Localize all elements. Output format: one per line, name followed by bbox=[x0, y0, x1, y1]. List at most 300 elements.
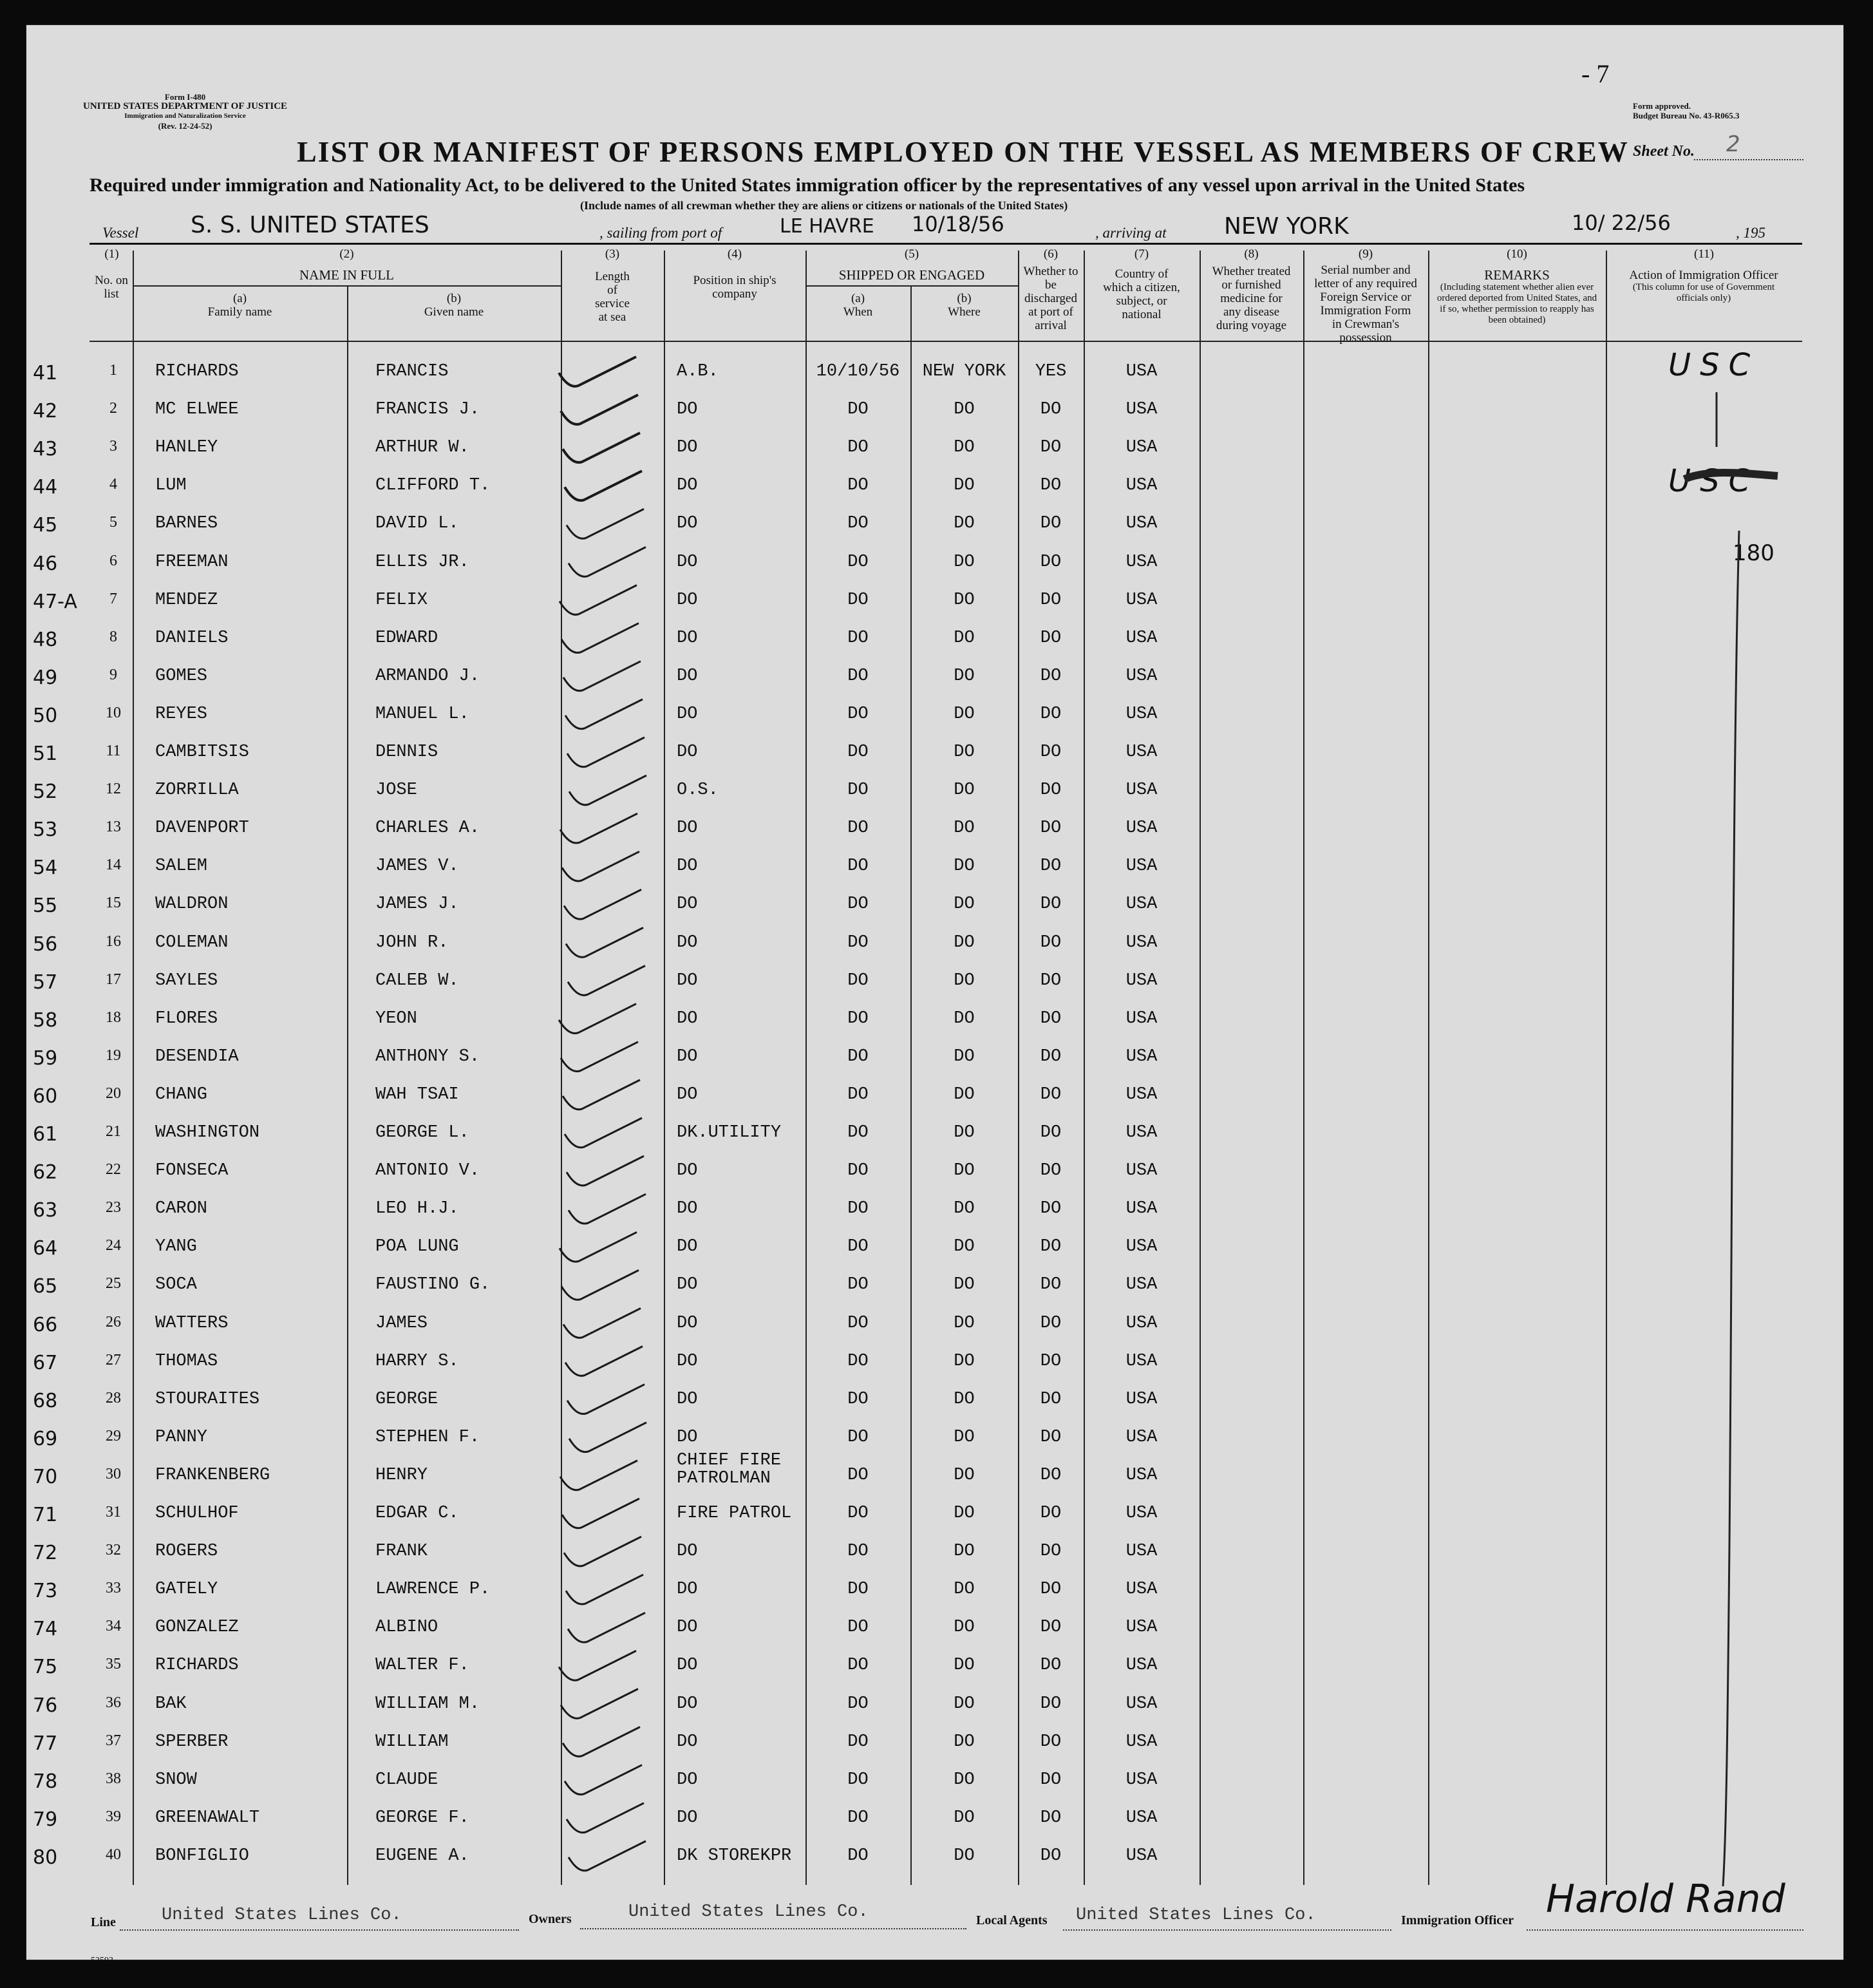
family-name: BAK bbox=[155, 1694, 187, 1714]
shipped-when: DO bbox=[847, 1275, 869, 1295]
discharged: DO bbox=[1040, 1237, 1062, 1257]
given-name: JAMES V. bbox=[375, 857, 459, 876]
given-name: WILLIAM bbox=[375, 1732, 449, 1752]
shipped-when: DO bbox=[847, 628, 869, 648]
position: DO bbox=[677, 628, 698, 648]
col-number: (10) bbox=[1507, 247, 1527, 261]
check-mark bbox=[569, 1841, 646, 1871]
shipped-when: DO bbox=[847, 1313, 869, 1333]
shipped-where: DO bbox=[954, 1046, 975, 1066]
shipped-where: DO bbox=[954, 1542, 975, 1562]
shipped-when: DO bbox=[847, 895, 869, 914]
position: DO bbox=[677, 1237, 698, 1257]
check-mark bbox=[566, 1575, 643, 1604]
handwritten-index: 79 bbox=[33, 1808, 58, 1831]
footer-line-rule bbox=[120, 1929, 519, 1931]
vessel-value: S. S. UNITED STATES bbox=[191, 212, 429, 238]
shipped-where: DO bbox=[954, 1161, 975, 1181]
given-name: WAH TSAI bbox=[375, 1084, 459, 1104]
discharged: DO bbox=[1040, 1732, 1062, 1752]
shipped-when: DO bbox=[847, 819, 869, 838]
list-number: 20 bbox=[106, 1084, 121, 1102]
country: USA bbox=[1125, 438, 1158, 458]
sheet-no-label: Sheet No. bbox=[1633, 143, 1695, 160]
shipped-where: DO bbox=[954, 819, 975, 838]
position: DO bbox=[677, 1161, 698, 1181]
handwritten-index: 78 bbox=[33, 1770, 58, 1793]
family-name: WATTERS bbox=[155, 1313, 229, 1333]
shipped-where: DO bbox=[954, 666, 975, 686]
shipped-when: DO bbox=[847, 1427, 869, 1447]
footer-owners-value: United States Lines Co. bbox=[628, 1902, 869, 1922]
col-title: Position in ship's company bbox=[693, 274, 776, 301]
discharged: DO bbox=[1040, 1504, 1062, 1523]
family-name: PANNY bbox=[155, 1427, 208, 1447]
shipped-when: DO bbox=[847, 1199, 869, 1219]
discharged: DO bbox=[1040, 400, 1062, 420]
position: CHIEF FIRE PATROLMAN bbox=[677, 1450, 782, 1488]
shipped-where: DO bbox=[954, 1770, 975, 1790]
page-title: LIST OR MANIFEST OF PERSONS EMPLOYED ON THE VESSEL AS MEMBERS OF CREW bbox=[297, 135, 1629, 168]
shipped-when: DO bbox=[847, 932, 869, 952]
list-number: 18 bbox=[106, 1008, 121, 1026]
arrival-port-value: NEW YORK bbox=[1224, 213, 1349, 240]
list-number: 7 bbox=[109, 590, 117, 607]
position: DO bbox=[677, 1389, 698, 1409]
handwritten-index: 71 bbox=[33, 1504, 58, 1526]
family-name: CARON bbox=[155, 1199, 208, 1219]
check-mark bbox=[561, 1270, 639, 1300]
list-number: 40 bbox=[106, 1846, 121, 1863]
col-number: (7) bbox=[1134, 247, 1149, 261]
family-name: SPERBER bbox=[155, 1732, 229, 1752]
shipped-when: DO bbox=[847, 743, 869, 762]
col-number: (b) bbox=[957, 292, 972, 305]
shipped-when: DO bbox=[847, 1618, 869, 1638]
given-name: CLIFFORD T. bbox=[375, 476, 491, 496]
service: Immigration and Naturalization Service bbox=[124, 112, 246, 120]
list-number: 34 bbox=[106, 1618, 121, 1635]
col-title: No. on list bbox=[95, 274, 128, 301]
given-name: FAUSTINO G. bbox=[375, 1275, 491, 1295]
list-number: 33 bbox=[106, 1580, 121, 1597]
family-name: GONZALEZ bbox=[155, 1618, 239, 1638]
given-name: ALBINO bbox=[375, 1618, 438, 1638]
budget-bureau: Budget Bureau No. 43-R065.3 bbox=[1633, 111, 1740, 120]
col-number: (5) bbox=[904, 247, 919, 261]
shipped-where: DO bbox=[954, 1084, 975, 1104]
position: DO bbox=[677, 438, 698, 458]
shipped-where: DO bbox=[954, 514, 975, 534]
shipped-when: DO bbox=[847, 514, 869, 534]
family-name: HANLEY bbox=[155, 438, 218, 458]
check-mark bbox=[562, 851, 639, 881]
given-name: DAVID L. bbox=[375, 514, 459, 534]
col-title: Where bbox=[948, 305, 981, 319]
shipped-when: DO bbox=[847, 666, 869, 686]
discharged: DO bbox=[1040, 1542, 1062, 1562]
family-name: MC ELWEE bbox=[155, 400, 239, 420]
country: USA bbox=[1125, 1275, 1158, 1295]
country: USA bbox=[1125, 1237, 1158, 1257]
given-name: LAWRENCE P. bbox=[375, 1580, 491, 1600]
discharged: DO bbox=[1040, 781, 1062, 800]
position: DO bbox=[677, 895, 698, 914]
country: USA bbox=[1125, 781, 1158, 800]
discharged: DO bbox=[1040, 970, 1062, 990]
check-mark bbox=[560, 813, 637, 843]
shipped-where: DO bbox=[954, 743, 975, 762]
country: USA bbox=[1125, 1694, 1158, 1714]
discharged: DO bbox=[1040, 1046, 1062, 1066]
handwritten-index: 51 bbox=[33, 743, 58, 765]
given-name: WILLIAM M. bbox=[375, 1694, 480, 1714]
shipped-when: DO bbox=[847, 1808, 869, 1828]
discharged: DO bbox=[1040, 1008, 1062, 1028]
col-title: SHIPPED OR ENGAGED bbox=[838, 267, 985, 283]
handwritten-index: 67 bbox=[33, 1351, 58, 1374]
shipped-where: DO bbox=[954, 1846, 975, 1866]
discharged: DO bbox=[1040, 932, 1062, 952]
col-title: Serial number and letter of any required Foreign Service or Immigration Form in Crewman's possession bbox=[1314, 263, 1417, 345]
check-mark bbox=[568, 966, 645, 996]
check-mark bbox=[565, 471, 642, 500]
given-name: EDGAR C. bbox=[375, 1504, 459, 1523]
shipped-when: DO bbox=[847, 438, 869, 458]
shipped-where: DO bbox=[954, 1237, 975, 1257]
family-name: SNOW bbox=[155, 1770, 197, 1790]
country: USA bbox=[1125, 552, 1158, 572]
handwritten-index: 42 bbox=[33, 400, 58, 423]
country: USA bbox=[1125, 666, 1158, 686]
position: DO bbox=[677, 743, 698, 762]
given-name: YEON bbox=[375, 1008, 417, 1028]
shipped-when: DO bbox=[847, 1084, 869, 1104]
check-mark bbox=[564, 1537, 641, 1566]
shipped-when: DO bbox=[847, 1237, 869, 1257]
check-mark bbox=[559, 1004, 636, 1034]
shipped-where: DO bbox=[954, 895, 975, 914]
discharged: DO bbox=[1040, 704, 1062, 724]
country: USA bbox=[1125, 628, 1158, 648]
list-number: 13 bbox=[106, 819, 121, 836]
arrival-date-value: 10/ 22/56 bbox=[1572, 211, 1671, 235]
officer-note-count: 180 bbox=[1733, 540, 1774, 566]
position: DO bbox=[677, 476, 698, 496]
check-mark bbox=[559, 357, 636, 386]
form-number: Form I-480 bbox=[164, 92, 206, 102]
discharged: DO bbox=[1040, 1846, 1062, 1866]
given-name: JOSE bbox=[375, 781, 417, 800]
shipped-when: DO bbox=[847, 1846, 869, 1866]
country: USA bbox=[1125, 1199, 1158, 1219]
discharged: DO bbox=[1040, 628, 1062, 648]
handwritten-index: 77 bbox=[33, 1732, 58, 1755]
shipped-when: DO bbox=[847, 704, 869, 724]
shipped-where: DO bbox=[954, 1275, 975, 1295]
check-mark bbox=[564, 889, 641, 919]
position: DO bbox=[677, 1046, 698, 1066]
country: USA bbox=[1125, 400, 1158, 420]
list-number: 19 bbox=[106, 1046, 121, 1064]
position: FIRE PATROL bbox=[677, 1504, 792, 1523]
shipped-when: DO bbox=[847, 476, 869, 496]
shipped-where: DO bbox=[954, 704, 975, 724]
handwritten-index: 80 bbox=[33, 1846, 58, 1869]
col-note: (Including statement whether alien ever ordered deported from United States, and if so, whether permission to reapply has been obtained) bbox=[1436, 282, 1597, 325]
list-number: 21 bbox=[106, 1123, 121, 1140]
given-name: ARMANDO J. bbox=[375, 666, 480, 686]
position: DO bbox=[677, 1808, 698, 1828]
list-number: 8 bbox=[109, 628, 117, 645]
shipped-when: DO bbox=[847, 1580, 869, 1600]
shipped-when: DO bbox=[847, 1465, 869, 1485]
position: DO bbox=[677, 400, 698, 420]
country: USA bbox=[1125, 743, 1158, 762]
col-number: (6) bbox=[1043, 247, 1059, 261]
family-name: FRANKENBERG bbox=[155, 1465, 270, 1485]
shipped-where: DO bbox=[954, 1580, 975, 1600]
shipped-when: 10/10/56 bbox=[816, 362, 900, 381]
col-number: (2) bbox=[339, 247, 354, 261]
col-number: (a) bbox=[851, 292, 865, 305]
discharged: DO bbox=[1040, 743, 1062, 762]
country: USA bbox=[1125, 1770, 1158, 1790]
handwritten-index: 59 bbox=[33, 1046, 58, 1070]
shipped-when: DO bbox=[847, 1542, 869, 1562]
shipped-where: DO bbox=[954, 1008, 975, 1028]
handwritten-index: 72 bbox=[33, 1542, 58, 1565]
discharged: DO bbox=[1040, 1618, 1062, 1638]
col-title: Given name bbox=[424, 305, 484, 319]
col-title: REMARKS bbox=[1484, 267, 1550, 283]
sailing-label: , sailing from port of bbox=[599, 225, 722, 241]
shipped-where: DO bbox=[954, 857, 975, 876]
check-mark bbox=[568, 1613, 645, 1642]
list-number: 5 bbox=[109, 514, 117, 531]
handwritten-index: 63 bbox=[33, 1199, 58, 1222]
country: USA bbox=[1125, 1846, 1158, 1866]
position: DO bbox=[677, 1351, 698, 1371]
family-name: FLORES bbox=[155, 1008, 218, 1028]
position: DO bbox=[677, 1313, 698, 1333]
shipped-where: DO bbox=[954, 1808, 975, 1828]
check-mark bbox=[569, 775, 646, 805]
discharged: DO bbox=[1040, 1351, 1062, 1371]
given-name: FRANCIS J. bbox=[375, 400, 480, 420]
country: USA bbox=[1125, 819, 1158, 838]
handwritten-index: 73 bbox=[33, 1580, 58, 1603]
list-number: 36 bbox=[106, 1694, 121, 1711]
shipped-where: DO bbox=[954, 1313, 975, 1333]
handwritten-index: 45 bbox=[33, 514, 58, 537]
footer-owners-rule bbox=[580, 1928, 966, 1929]
country: USA bbox=[1125, 1008, 1158, 1028]
col-title: NAME IN FULL bbox=[299, 267, 394, 283]
check-mark bbox=[563, 661, 641, 691]
check-mark bbox=[562, 1499, 639, 1528]
handwritten-index: 76 bbox=[33, 1694, 58, 1717]
check-marks-overlay bbox=[26, 25, 1843, 1960]
family-name: MENDEZ bbox=[155, 590, 218, 610]
given-name: POA LUNG bbox=[375, 1237, 459, 1257]
col-number: (11) bbox=[1694, 247, 1714, 261]
country: USA bbox=[1125, 1656, 1158, 1676]
shipped-when: DO bbox=[847, 1046, 869, 1066]
list-number: 23 bbox=[106, 1199, 121, 1216]
discharged: DO bbox=[1040, 1656, 1062, 1676]
shipped-where: DO bbox=[954, 1694, 975, 1714]
country: USA bbox=[1125, 1580, 1158, 1600]
discharged: DO bbox=[1040, 1313, 1062, 1333]
position: DO bbox=[677, 819, 698, 838]
list-number: 10 bbox=[106, 704, 121, 721]
discharged: DO bbox=[1040, 1123, 1062, 1142]
list-number: 11 bbox=[106, 743, 121, 759]
country: USA bbox=[1125, 476, 1158, 496]
handwritten-index: 55 bbox=[33, 895, 58, 918]
position: A.B. bbox=[677, 362, 719, 381]
list-number: 38 bbox=[106, 1770, 121, 1787]
check-mark bbox=[563, 1309, 641, 1338]
check-mark bbox=[569, 1423, 646, 1452]
list-number: 15 bbox=[106, 895, 121, 912]
shipped-where: DO bbox=[954, 970, 975, 990]
given-name: EDWARD bbox=[375, 628, 438, 648]
position: DO bbox=[677, 970, 698, 990]
country: USA bbox=[1125, 1389, 1158, 1409]
shipped-when: DO bbox=[847, 1008, 869, 1028]
given-name: JAMES J. bbox=[375, 895, 459, 914]
family-name: FREEMAN bbox=[155, 552, 229, 572]
discharged: DO bbox=[1040, 1199, 1062, 1219]
shipped-where: DO bbox=[954, 1618, 975, 1638]
shipped-when: DO bbox=[847, 970, 869, 990]
family-name: CHANG bbox=[155, 1084, 208, 1104]
check-mark bbox=[567, 1803, 644, 1833]
family-name: DAVENPORT bbox=[155, 819, 249, 838]
list-number: 6 bbox=[109, 552, 117, 569]
col-number: (3) bbox=[605, 247, 620, 261]
arriving-label: , arriving at bbox=[1095, 225, 1167, 241]
check-mark bbox=[563, 1727, 640, 1757]
country: USA bbox=[1125, 895, 1158, 914]
family-name: ROGERS bbox=[155, 1542, 218, 1562]
check-mark bbox=[561, 623, 639, 653]
shipped-where: DO bbox=[954, 1123, 975, 1142]
country: USA bbox=[1125, 1618, 1158, 1638]
family-name: RICHARDS bbox=[155, 1656, 239, 1676]
given-name: ANTONIO V. bbox=[375, 1161, 480, 1181]
country: USA bbox=[1125, 362, 1158, 381]
shipped-where: DO bbox=[954, 1656, 975, 1676]
shipped-where: DO bbox=[954, 1389, 975, 1409]
handwritten-index: 60 bbox=[33, 1084, 58, 1108]
discharged: DO bbox=[1040, 819, 1062, 838]
family-name: GREENAWALT bbox=[155, 1808, 260, 1828]
discharged: DO bbox=[1040, 1808, 1062, 1828]
handwritten-index: 50 bbox=[33, 704, 58, 727]
list-number: 17 bbox=[106, 970, 121, 988]
family-name: WALDRON bbox=[155, 895, 229, 914]
list-number: 25 bbox=[106, 1275, 121, 1292]
list-number: 4 bbox=[109, 476, 117, 493]
col-title: Action of Immigration Officer bbox=[1629, 269, 1778, 282]
col-title: Whether to be discharged at port of arrival bbox=[1023, 265, 1078, 332]
col-number: (9) bbox=[1358, 247, 1373, 261]
sheet-no-value: 2 bbox=[1726, 131, 1740, 157]
footer-officer-rule bbox=[1527, 1929, 1803, 1931]
handwritten-index: 53 bbox=[33, 819, 58, 842]
handwritten-index: 65 bbox=[33, 1275, 58, 1298]
position: DO bbox=[677, 1580, 698, 1600]
discharged: DO bbox=[1040, 1465, 1062, 1485]
given-name: HARRY S. bbox=[375, 1351, 459, 1371]
check-mark bbox=[565, 1347, 643, 1376]
handwritten-index: 54 bbox=[33, 857, 58, 880]
position: DK.UTILITY bbox=[677, 1123, 782, 1142]
col-number: (4) bbox=[727, 247, 742, 261]
family-name: STOURAITES bbox=[155, 1389, 260, 1409]
footer-line-value: United States Lines Co. bbox=[162, 1906, 402, 1925]
discharged: DO bbox=[1040, 1084, 1062, 1104]
position: DO bbox=[677, 704, 698, 724]
list-number: 29 bbox=[106, 1427, 121, 1444]
shipped-where: DO bbox=[954, 438, 975, 458]
country: USA bbox=[1125, 1313, 1158, 1333]
check-mark bbox=[567, 509, 644, 538]
list-number: 22 bbox=[106, 1161, 121, 1179]
check-mark bbox=[565, 699, 643, 729]
shipped-where: DO bbox=[954, 781, 975, 800]
family-name: GATELY bbox=[155, 1580, 218, 1600]
check-mark bbox=[563, 1080, 640, 1110]
manifest-sheet bbox=[26, 24, 1844, 1965]
list-number: 9 bbox=[109, 666, 117, 683]
given-name: WALTER F. bbox=[375, 1656, 469, 1676]
handwritten-index: 48 bbox=[33, 628, 58, 651]
shipped-where: DO bbox=[954, 476, 975, 496]
officer-signature: Harold Rand bbox=[1546, 1877, 1785, 1922]
country: USA bbox=[1125, 970, 1158, 990]
discharged: DO bbox=[1040, 1770, 1062, 1790]
col-title: Whether treated or furnished medicine for any disease during voyage bbox=[1212, 265, 1291, 332]
position: DO bbox=[677, 1618, 698, 1638]
shipped-where: DO bbox=[954, 590, 975, 610]
footer-agents-label: Local Agents bbox=[976, 1913, 1048, 1927]
corner-mark: - 7 bbox=[1581, 59, 1610, 88]
country: USA bbox=[1125, 1161, 1158, 1181]
given-name: GEORGE L. bbox=[375, 1123, 469, 1142]
shipped-where: DO bbox=[954, 400, 975, 420]
family-name: REYES bbox=[155, 704, 208, 724]
discharged: DO bbox=[1040, 1275, 1062, 1295]
family-name: BONFIGLIO bbox=[155, 1846, 249, 1866]
approved-line: Form approved. bbox=[1633, 101, 1691, 111]
family-name: THOMAS bbox=[155, 1351, 218, 1371]
handwritten-index: 61 bbox=[33, 1123, 58, 1146]
check-mark bbox=[565, 1118, 642, 1148]
given-name: DENNIS bbox=[375, 743, 438, 762]
check-mark bbox=[569, 1194, 646, 1224]
discharged: DO bbox=[1040, 1389, 1062, 1409]
handwritten-index: 41 bbox=[33, 362, 58, 384]
given-name: JOHN R. bbox=[375, 932, 449, 952]
family-name: LUM bbox=[155, 476, 187, 496]
discharged: DO bbox=[1040, 438, 1062, 458]
shipped-when: DO bbox=[847, 590, 869, 610]
check-mark bbox=[563, 433, 640, 462]
